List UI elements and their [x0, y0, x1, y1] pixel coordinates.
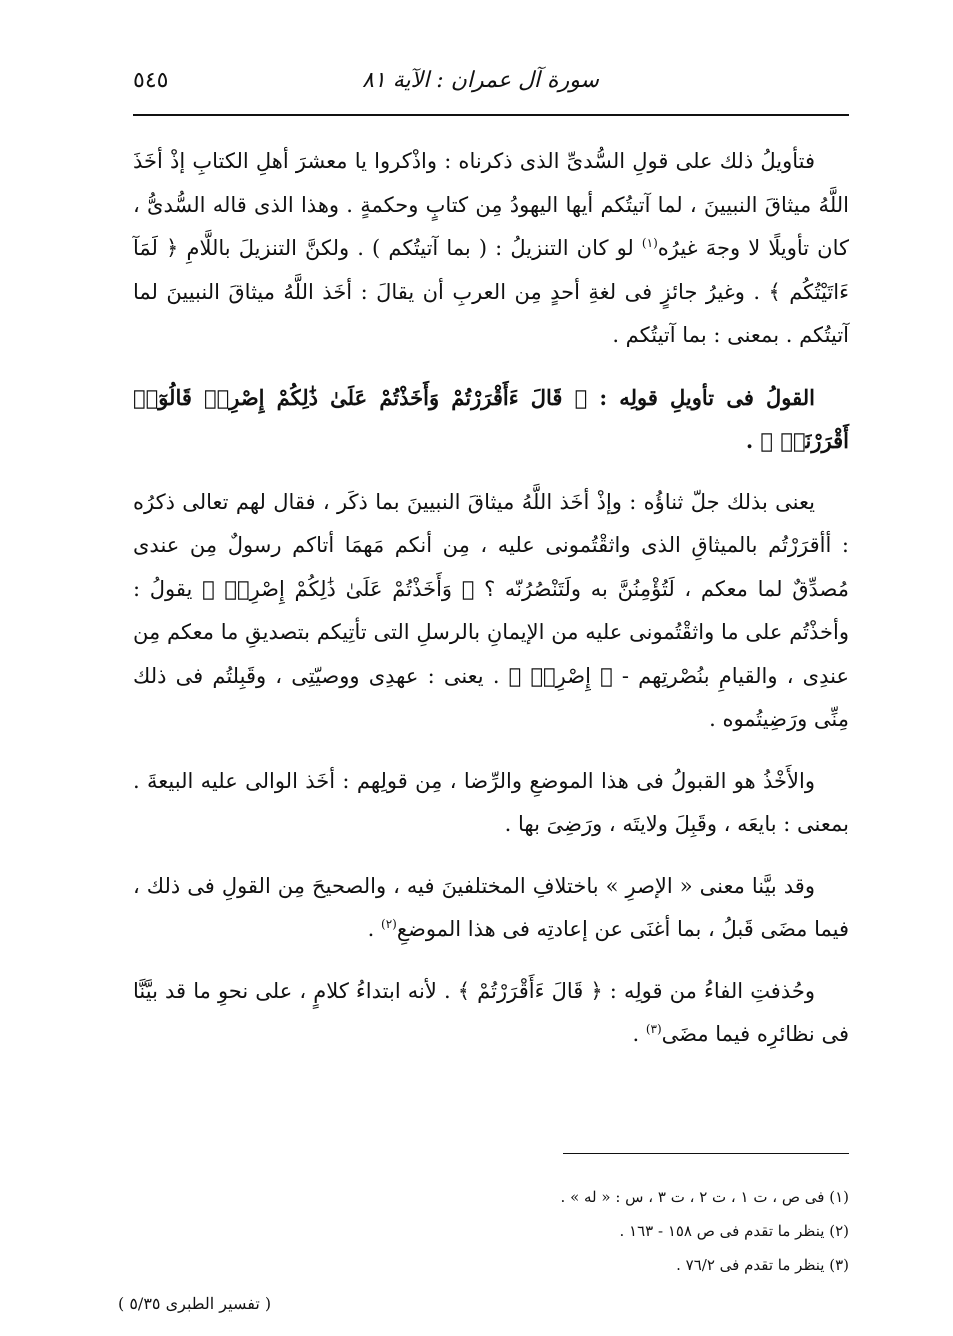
footnote-marker: (٢): [381, 917, 397, 931]
running-title: سورة آل عمران : الآية ٨١: [362, 68, 599, 93]
header-divider: [133, 114, 849, 116]
paragraph-text: لو كان التنزيلُ : ( بما آتيتُكم ) . ولكنَّ التنزيلَ باللَّامِ ﴿ لَمَآ ءَاتَيْتُكُم ﴾ . وغيرُ جائزٍ فى لغةِ أحدٍ مِن العربِ أن يقالَ : أخَذ اللَّهُ ميثاقَ النبيينَ لما آتيتُكم . بمعنى : بما آتيتُكم .: [133, 236, 849, 347]
paragraph-text: وحُذفتِ الفاءُ من قولِه : ﴿ قَالَ ءَأَقْرَرْتُمْ ﴾ . لأنه ابتداءُ كلامٍ ، على نحوِ ما قد بيَّنَّا فى نظائرِه فيما مضَى: [133, 978, 849, 1046]
paragraph-text: فتأويلُ ذلك على قولِ السُّدىِّ الذى ذكرناه : واذْكروا يا معشرَ أهلِ الكتابِ إذْ أخَذَ اللَّهُ ميثاقَ النبيينَ ، لما آتيتُكم أيها اليهودُ مِن كتابٍ وحكمةٍ . وهذا الذى قاله السُّدىُّ ، كان تأويلًا لا وجهَ غيرُه: [133, 149, 849, 260]
main-text: [133, 140, 849, 1075]
page-number: ٥٤٥: [133, 68, 169, 93]
paragraph-text: .: [367, 917, 381, 941]
footnote: (٣) ينظر ما تقدم فى ٧٦/٢ .: [676, 1256, 849, 1274]
page-header: [133, 62, 849, 102]
footnote: (١) فى ص ، ت ١ ، ت ٢ ، ت ٣ ، س : « له » .: [560, 1188, 849, 1206]
paragraph: والأَخْذُ هو القبولُ فى هذا الموضعِ والرِّضا ، مِن قولِهم : أخَذ الوالى عليه البيعةَ . بمعنى : بايعَه ، وقَبِلَ ولايتَه ، ورَضِىَ بها .: [133, 768, 849, 836]
footnotes: [133, 1180, 849, 1282]
paragraph: يعنى بذلك جلّ ثناؤُه : وإذْ أخَذ اللَّهُ ميثاقَ النبيينَ بما ذكَر ، فقال لهم تعالى ذكرُه : أأقرَرْتُم بالميثاقِ الذى واثقْتُمونى عليه ، مِن أنكم مَهمَا أتاكم رسولٌ مِن عندى مُصدِّقٌ لما معكم ، لَتُؤْمِنُنَّ به ولَتَنْصُرُنّه ؟ ﴿ وَأَخَذْتُمْ عَلَىٰ ذَٰلِكُمْ إِصْرِىۖ ﴾ يقولُ : وأخذْتُم على ما واثقْتُمونى عليه من الإيمانِ بالرسلِ التى تأتِيكم بتصديقِ ما معكم مِن عندِى ، والقيامِ بنُصْرتِهم - ﴿ إِصْرِىۖ ﴾ . يعنى : عهدِى ووصيّتِى ، وقَبِلتُم فى ذلك مِنِّى ورَضِيتُموه .: [133, 489, 849, 731]
volume-signature: ( تفسير الطبرى ٥/٣٥ ): [118, 1294, 272, 1313]
section-heading: القولُ فى تأويلِ قولِه : ﴿ قَالَ ءَأَقْرَرْتُمْ وَأَخَذْتُمْ عَلَىٰ ذَٰلِكُمْ إِصْرِىۖ قَالُوٓا۟ أَقْرَرْنَاۚ ﴾ .: [133, 384, 849, 453]
paragraph-text: .: [632, 1022, 646, 1046]
footnote: (٢) ينظر ما تقدم فى ص ١٥٨ - ١٦٣ .: [619, 1222, 849, 1240]
footnote-marker: (٣): [645, 1022, 662, 1036]
paragraph-text: وقد بيَّنا معنى « الإصرِ » باختلافِ المختلفينَ فيه ، والصحيحَ مِن القولِ فى ذلك ، فيما مضَى قَبلُ ، بما أغنَى عن إعادتِه فى هذا الموضعِ: [133, 873, 849, 941]
footnote-marker: (١): [641, 236, 658, 250]
paragraph: [133, 970, 849, 1057]
paragraph: [133, 140, 849, 358]
footnote-divider: [563, 1153, 849, 1154]
paragraph: [133, 865, 849, 952]
